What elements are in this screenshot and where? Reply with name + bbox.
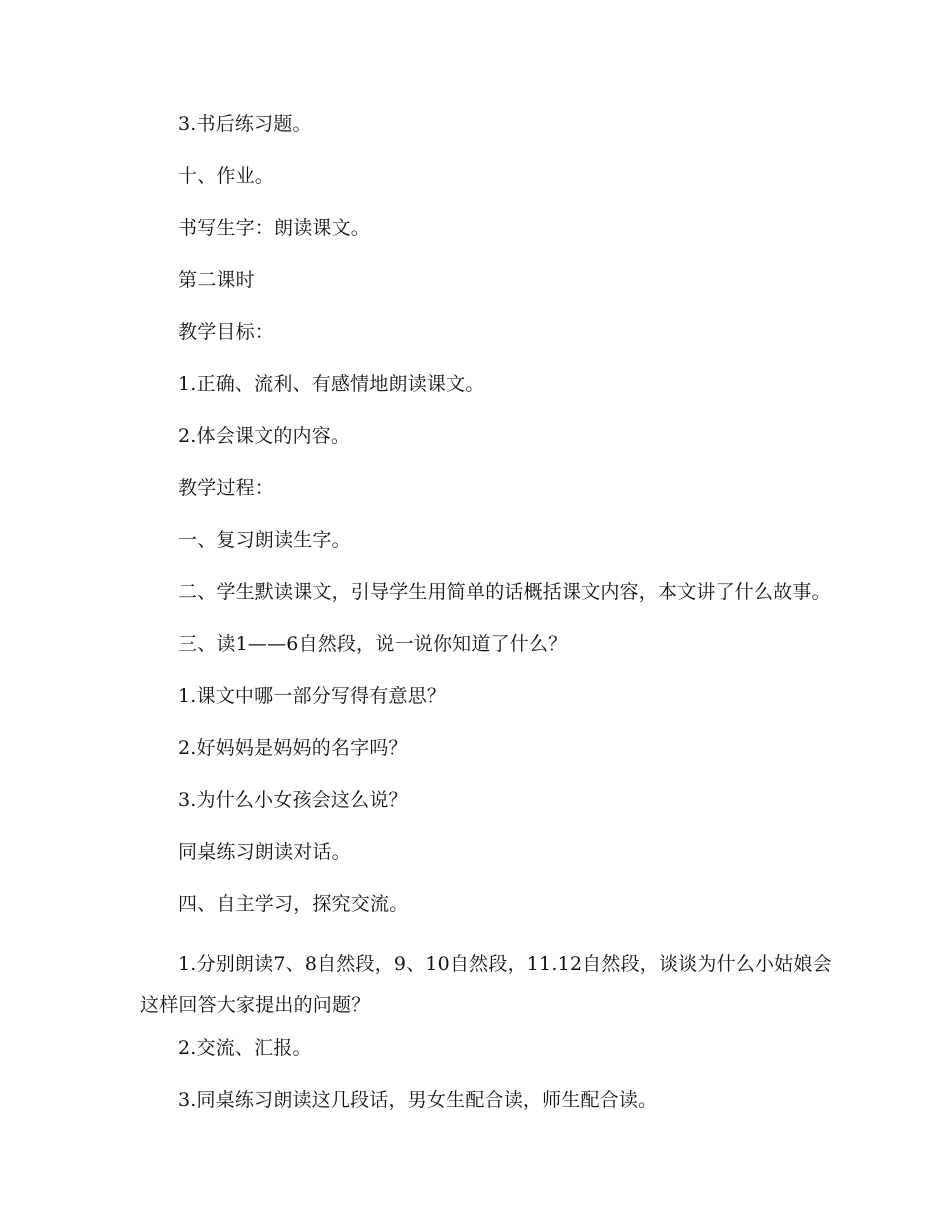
long-paragraph-line-1: 1.分别朗读7、8自然段，9、10自然段，11.12自然段，谈谈为什么小姑娘会 xyxy=(178,953,832,975)
paragraph: 1.课文中哪一部分写得有意思？ xyxy=(178,685,447,707)
paragraph: 一、复习朗读生字。 xyxy=(178,529,351,551)
section-heading: 十、作业。 xyxy=(178,165,275,187)
paragraph: 2.好妈妈是妈妈的名字吗？ xyxy=(178,737,408,759)
paragraph: 同桌练习朗读对话。 xyxy=(178,841,351,863)
paragraph: 2.体会课文的内容。 xyxy=(178,425,351,447)
paragraph: 3.同桌练习朗读这几段话，男女生配合读，师生配合读。 xyxy=(178,1089,658,1111)
long-paragraph xyxy=(140,944,832,1026)
paragraph: 三、读1——6自然段，说一说你知道了什么？ xyxy=(178,633,568,655)
paragraph: 书写生字：朗读课文。 xyxy=(178,217,371,239)
lesson-heading: 第二课时 xyxy=(178,269,255,291)
long-paragraph-line-2: 这样回答大家提出的问题？ xyxy=(140,994,371,1016)
paragraph: 3.书后练习题。 xyxy=(178,113,312,135)
paragraph: 二、学生默读课文，引导学生用简单的话概括课文内容，本文讲了什么故事。 xyxy=(178,581,831,603)
paragraph: 3.为什么小女孩会这么说？ xyxy=(178,789,408,811)
paragraph: 1.正确、流利、有感情地朗读课文。 xyxy=(178,373,485,395)
section-heading: 教学过程： xyxy=(178,477,275,499)
paragraph: 2.交流、汇报。 xyxy=(178,1037,312,1059)
section-heading: 教学目标： xyxy=(178,321,275,343)
section-heading: 四、自主学习，探究交流。 xyxy=(178,893,409,915)
